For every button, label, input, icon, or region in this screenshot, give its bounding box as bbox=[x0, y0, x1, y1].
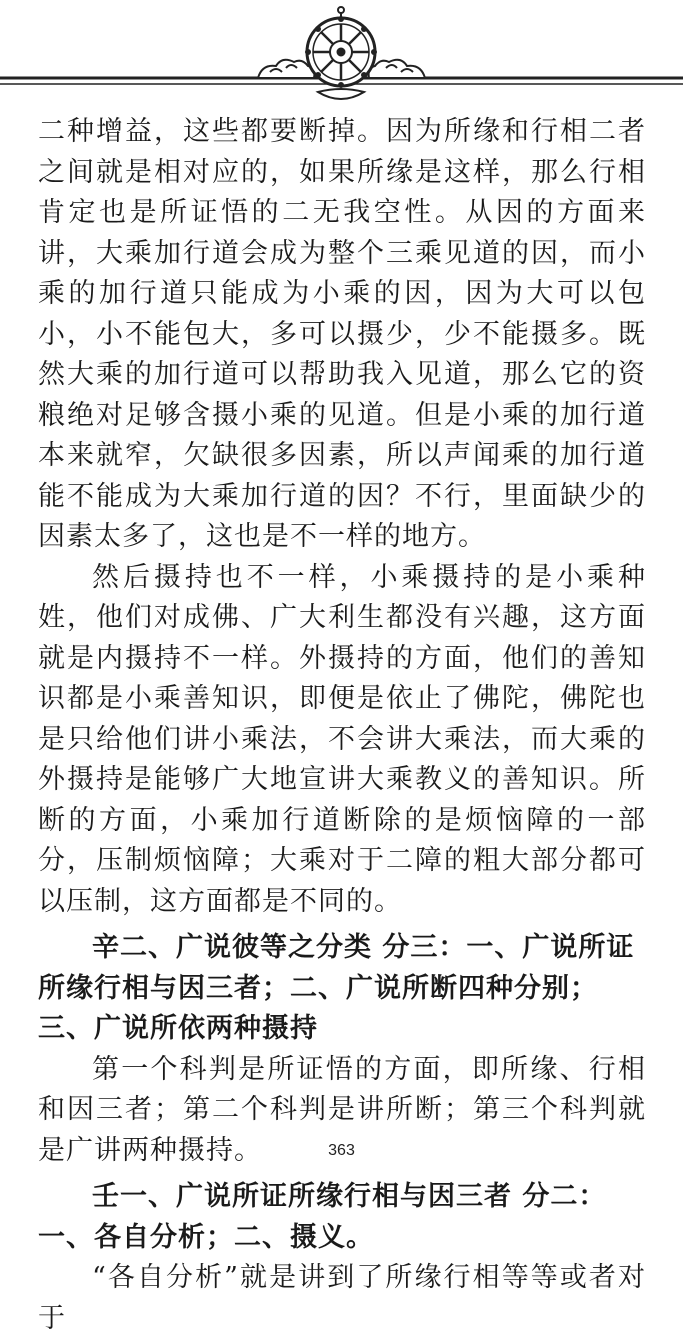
section-heading-ren-yi: 壬一、广说所证所缘行相与因三者 分二：一、各自分析；二、摄义。 bbox=[38, 1181, 607, 1253]
dharma-wheel-icon bbox=[305, 7, 377, 99]
left-cloud-icon bbox=[258, 60, 314, 78]
paragraph-outline: 第一个科判是所证悟的方面，即所缘、行相和因三者；第二个科判是讲所断；第三个科判就是广讲两种摄持。 bbox=[38, 1053, 646, 1166]
header-decoration bbox=[0, 0, 683, 105]
page-header-ornament bbox=[0, 0, 683, 105]
right-cloud-icon bbox=[369, 60, 425, 78]
section-heading-xin-er: 辛二、广说彼等之分类 分三：一、广说所证所缘行相与因三者；二、广说所断四种分别；三、广说所依两种摄持 bbox=[38, 932, 635, 1044]
page-number: 363 bbox=[328, 1142, 355, 1159]
paragraph-upholding: 然后摄持也不一样，小乘摄持的是小乘种姓，他们对成佛、广大利生都没有兴趣，这方面就是内摄持不一样。外摄持的方面，他们的善知识都是小乘善知识，即便是依止了佛陀，佛陀也是只给他们讲小乘法，不会讲大乘法，而大乘的外摄持是能够广大地宣讲大乘教义的善知识。所断的方面，小乘加行道断除的是烦恼障的一部分，压制烦恼障；大乘对于二障的粗大部分都可以压制，这方面都是不同的。 bbox=[38, 561, 646, 917]
paragraph-continued: 二种增益，这些都要断掉。因为所缘和行相二者之间就是相对应的，如果所缘是这样，那么行相肯定也是所证悟的二无我空性。从因的方面来讲，大乘加行道会成为整个三乘见道的因，而小乘的加行道只能成为小乘的因，因为大可以包小，小不能包大，多可以摄少，少不能摄多。既然大乘的加行道可以帮助我入见道，那么它的资粮绝对足够含摄小乘的见道。但是小乘的加行道本来就窄，欠缺很多因素，所以声闻乘的加行道能不能成为大乘加行道的因？不行，里面缺少的因素太多了，这也是不一样的地方。 bbox=[38, 116, 646, 552]
paragraph-analysis: “各自分析”就是讲到了所缘行相等等或者对于 bbox=[38, 1262, 646, 1334]
